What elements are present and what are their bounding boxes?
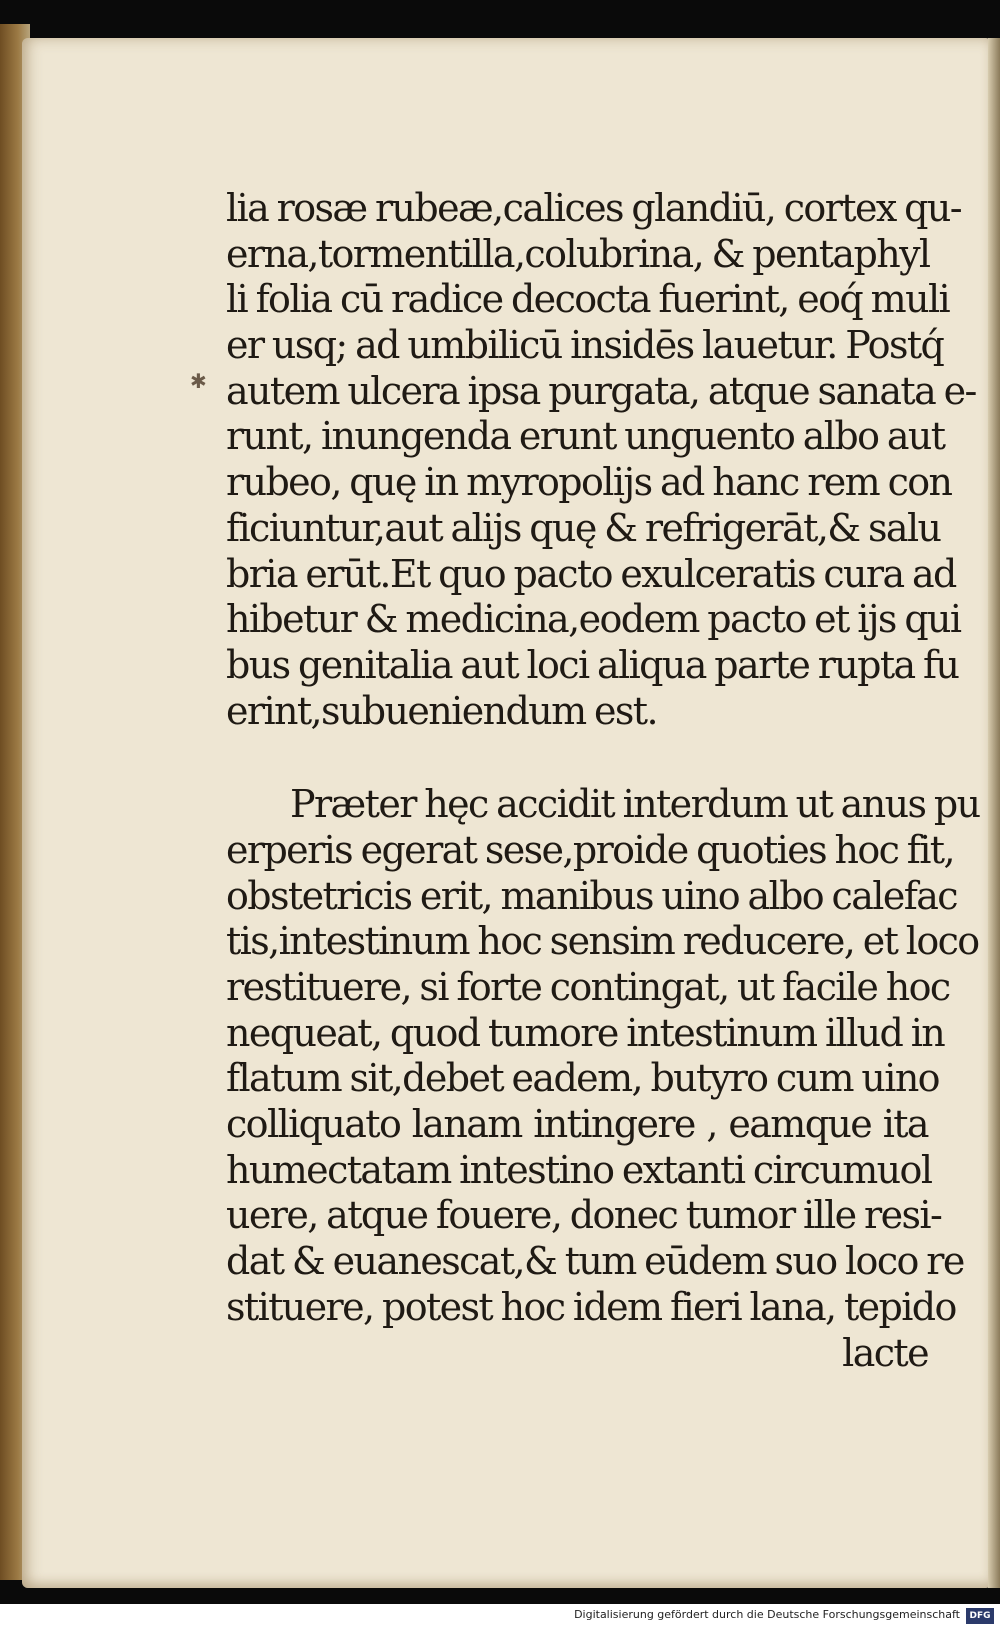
text-line: nequeat, quod tumore intestinum illud in xyxy=(226,1010,945,1055)
text-line: obstetricis erit, manibus uino albo calefac xyxy=(226,873,957,918)
text-line: erperis egerat sese,proide quoties hoc fit, xyxy=(226,827,954,872)
paragraph-gap xyxy=(226,734,928,782)
text-block xyxy=(226,186,980,1376)
text-line: lia rosæ rubeæ,calices glandiū, cortex qu- xyxy=(226,186,961,230)
text-line: flatum sit,debet eadem, butyro cum uino xyxy=(226,1056,939,1101)
text-line: li folia cū radice decocta fuerint, eoq́ muli xyxy=(226,277,950,322)
dfg-logo: DFG xyxy=(966,1608,994,1624)
text-line: hibetur & medicina,eodem pacto et ijs qui xyxy=(226,597,961,642)
text-line: er usq; ad umbilicū insidēs lauetur. Postq́ xyxy=(226,323,944,368)
text-line: Præter hęc accidit interdum ut anus pu xyxy=(290,782,980,827)
text-line: colliquato lanam intingere , eamque ita xyxy=(226,1102,928,1147)
catchword: lacte xyxy=(842,1330,928,1375)
text-line: ficiuntur,aut alijs quę & refrigerāt,& salu xyxy=(226,505,941,550)
text-line: autem ulcera ipsa purgata, atque sanata e- xyxy=(226,368,976,413)
text-line: tis,intestinum hoc sensim reducere, et loco xyxy=(226,919,979,964)
text-line: stituere, potest hoc idem fieri lana, tepido xyxy=(226,1284,956,1329)
text-line: humectatam intestino extanti circumuol xyxy=(226,1147,932,1192)
text-line: bria erūt.Et quo pacto exulceratis cura ad xyxy=(226,551,956,596)
text-line: erint,subueniendum est. xyxy=(226,688,657,733)
text-line: bus genitalia aut loci aliqua parte rupta fu xyxy=(226,642,959,687)
text-line: uere, atque fouere, donec tumor ille resi- xyxy=(226,1193,942,1238)
funding-credit: Digitalisierung gefördert durch die Deutsche Forschungsgemeinschaft xyxy=(574,1608,960,1621)
text-line: restituere, si forte contingat, ut facile hoc xyxy=(226,965,950,1009)
page-right-edge xyxy=(988,38,1000,1588)
text-line: dat & euanescat,& tum eūdem suo loco re xyxy=(226,1239,964,1284)
text-line: erna,tormentilla,colubrina, & pentaphyl xyxy=(226,231,930,276)
text-line: runt, inungenda erunt unguento albo aut xyxy=(226,414,945,459)
text-line: rubeo, quę in myropolijs ad hanc rem con xyxy=(226,460,952,505)
footer-bar xyxy=(0,1604,1000,1630)
margin-mark-icon: ✱ xyxy=(190,369,207,393)
